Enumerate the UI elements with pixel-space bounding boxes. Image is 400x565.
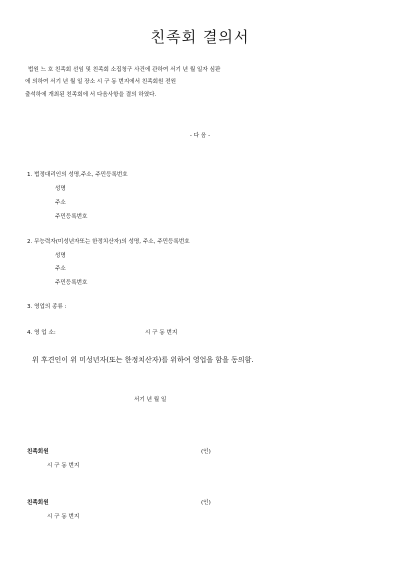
signer-1-address: 시 구 동 번지 [47, 463, 80, 469]
item-2-id-number: 주민등록번호 [55, 280, 88, 286]
page-title: 친족회 결의서 [150, 28, 250, 46]
item-4-address: 시 구 동 번지 [145, 330, 178, 336]
signer-2-label: 친족회원 [27, 500, 49, 506]
item-2-title: 2. 무능력자(미성년자또는 한정치산자)의 성명, 주소, 주민등록번호 [27, 239, 190, 245]
date-line: 서기 년 월 일 [134, 397, 167, 403]
signer-1-label: 친족회원 [27, 449, 49, 455]
intro-line-1: 법원 느 호 친족회 선임 및 친족회 소집청구 사건에 관하여 서기 년 월 일자 심판 [28, 67, 221, 73]
signer-1-seal: (인) [201, 449, 211, 455]
consent-statement: 위 후견인이 위 미성년자(또는 한정치산자)를 위하여 영업을 함을 동의함. [32, 356, 254, 364]
item-1-id-number: 주민등록번호 [55, 214, 88, 220]
signer-2-seal: (인) [201, 500, 211, 506]
item-2-address: 주소 [55, 266, 66, 272]
section-heading: - 다 음 - [189, 133, 211, 139]
intro-line-3: 출석하에 개최된 친족회에 서 다음사항을 결의 하였다. [25, 92, 157, 98]
item-4-title: 4. 영 업 소: [27, 330, 56, 336]
item-1-address: 주소 [55, 200, 66, 206]
item-2-name: 성명 [55, 253, 66, 259]
item-3-business-type: 3. 영업의 종류 : [27, 304, 67, 310]
signer-2-address: 시 구 동 번지 [47, 514, 80, 520]
intro-line-2: 에 의하여 서기 년 월 일 장소 시 구 동 번지에서 친족회원 전원 [25, 79, 177, 85]
item-1-title: 1. 법정대리인의 성명,주소, 주민등록번호 [27, 172, 128, 178]
item-1-name: 성명 [55, 186, 66, 192]
